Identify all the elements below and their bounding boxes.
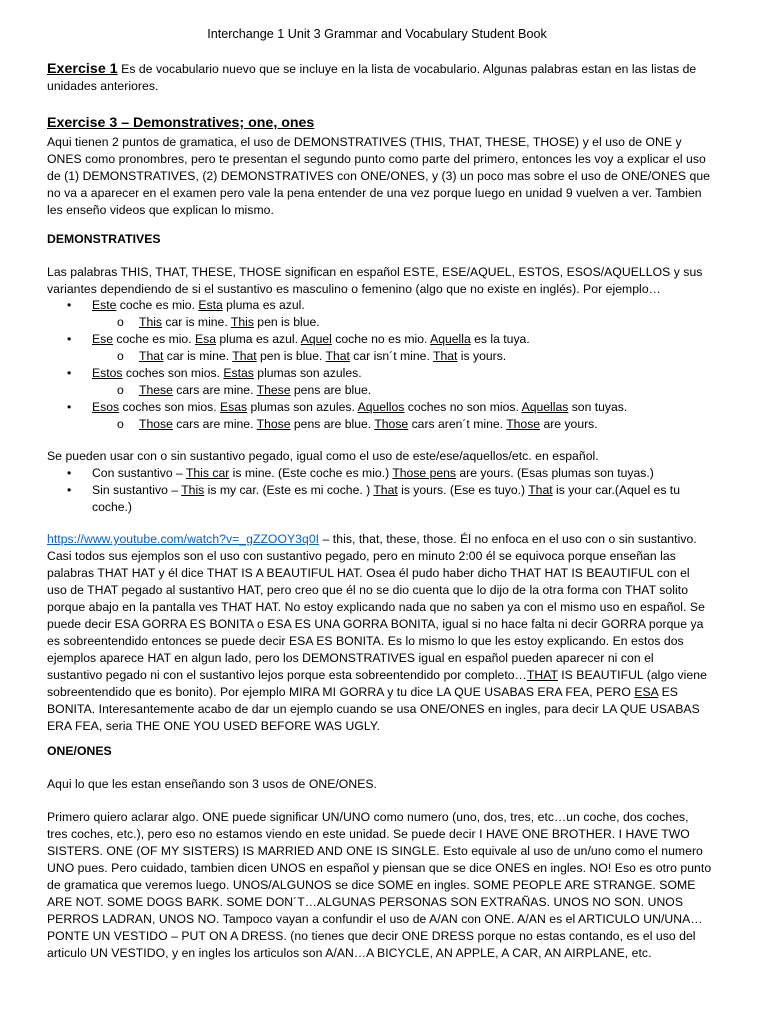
with-without-noun-paragraph: Se pueden usar con o sin sustantivo pegado, igual como el uso de este/ese/aquellos/etc. en español. — [47, 449, 599, 463]
exercise-1-text: Es de vocabulario nuevo que se incluye en la lista de vocabulario. Algunas palabras estan en las listas de unidades anteriores. — [47, 62, 697, 93]
demonstratives-paragraph: Las palabras THIS, THAT, THESE, THOSE significan en español ESTE, ESE/AQUEL, ESTOS, ESOS/AQUELLOS y sus variantes dependiendo de si el sustantivo es masculino o femenino (algo que no existe en inglés). Por ejemplo… — [47, 265, 703, 296]
example-english-that: That car is mine. That pen is blue. That car isn´t mine. That is yours. — [139, 349, 507, 363]
example-spanish-esos: Esos coches son mios. Esas plumas son azules. Aquellos coches no son mios. Aquellas son tuyas. — [92, 400, 628, 414]
exercise-1-title: Exercise 1 — [47, 61, 118, 77]
video-paragraph: https://www.youtube.com/watch?v=_gZZOOY3q0I – this, that, these, those. Él no enfoca en el uso con o sin sustantivo. Casi todos sus ejemplos son el uso con sustantivo pegado, pero en minuto 2:00 él se equivoca porque enseñan las palabras THAT HAT y él dice THAT IS A BEAUTIFUL HAT. Osea él pudo haber dicho THAT HAT IS BEAUTIFUL con el uso de THAT pegado al sustantivo HAT, pero creo que él no se dio cuenta que lo dijo de la otra forma con THAT solito porque abajo en la pantalla ves THAT HAT. No estoy explicando nada que no saben ya con el mismo uso en español. Se puede decir ESA GORRA ES BONITA o ESA ES UNA GORRA BONITA, igual si no hace falta ni decir GORRA porque ya es sobreentendido entonces se puede decir ESA ES BONITA. Es lo mismo lo que les estoy explicando. En estos dos ejemplos aparece HAT en algun lado, pero los DEMONSTRATIVES igual en español pueden aparecer ni con el sustantivo pegado ni con el sustantivo lejos porque esta sobreentendido por completo…THAT IS BEAUTIFUL (algo viene sobreentendido que es bonito). Por ejemplo MIRA MI GORRA y tu dice LA QUE USABAS ERA FEA, PERO ESA ES BONITA. Interesantemente acabo de dar un ejemplo cuando se usa ONE/ONES en ingles, para decir LA QUE USABAS ERA FEA, seria THE ONE YOU USED BEFORE WAS UGLY. — [47, 532, 707, 733]
bullet-glyph: • — [67, 466, 72, 480]
example-without-noun: Sin sustantivo – This is my car. (Este es mi coche. ) That is yours. (Ese es tuyo.) That is your car.(Aquel es tu coche.) — [92, 483, 680, 514]
sub-bullet-glyph: o — [117, 349, 124, 363]
bullet-glyph: • — [67, 400, 72, 414]
exercise-3-title: Exercise 3 – Demonstratives; one, ones — [47, 115, 315, 131]
one-ones-intro: Aqui lo que les estan enseñando son 3 usos de ONE/ONES. — [47, 777, 377, 791]
example-spanish-estos: Estos coches son mios. Estas plumas son azules. — [92, 366, 362, 380]
bullet-glyph: • — [67, 332, 72, 346]
example-with-noun: Con sustantivo – This car is mine. (Este coche es mio.) Those pens are yours. (Esas plumas son tuyas.) — [92, 466, 654, 480]
that-underlined: THAT — [526, 668, 558, 682]
example-english-these: These cars are mine. These pens are blue. — [139, 383, 372, 397]
youtube-link[interactable]: https://www.youtube.com/watch?v=_gZZOOY3q0I — [47, 532, 320, 546]
bullet-glyph: • — [67, 298, 72, 312]
page-header: Interchange 1 Unit 3 Grammar and Vocabulary Student Book — [207, 27, 547, 41]
one-ones-heading: ONE/ONES — [47, 744, 112, 758]
exercise-1-paragraph — [47, 61, 712, 95]
example-english-this: This car is mine. This pen is blue. — [139, 315, 320, 329]
bullet-glyph: • — [67, 366, 72, 380]
esa-underlined: ESA — [634, 685, 659, 699]
example-spanish-ese: Ese coche es mio. Esa pluma es azul. Aquel coche no es mio. Aquella es la tuya. — [92, 332, 530, 346]
sub-bullet-glyph: o — [117, 383, 124, 397]
one-ones-paragraph: Primero quiero aclarar algo. ONE puede significar UN/UNO como numero (uno, dos, tres, etc…un coche, dos coches, tres coches, etc.), pero eso no estamos viendo en este unidad. Se puede decir I HAVE ONE BROTHER. I HAVE TWO SISTERS. ONE (OF MY SISTERS) IS MARRIED AND ONE IS SINGLE. Esto equivale al uso de un/uno como el numero UNO pues. Pero cuidado, tambien dicen UNOS en español y piensan que se dice ONES en ingles. NO! Eso es otro punto de gramatica que veremos luego. UNOS/ALGUNOS se dice SOME en ingles. SOME PEOPLE ARE STRANGE. SOME ARE NOT. SOME DOGS BARK. SOME DON´T…ALGUNAS PERSONAS SON EXTRAÑAS. UNOS NO SON. UNOS PERROS LADRAN, UNOS NO. Tampoco vayan a confundir el uso de A/AN con ONE. A/AN es el ARTICULO UN/UNA…PONTE UN VESTIDO – PUT ON A DRESS. (no tienes que decir ONE DRESS porque no estas contando, es el uso del articulo UN VESTIDO, y en ingles los articulos son A/AN…A BICYCLE, AN APPLE, A CAR, AN AIRPLANE, etc. — [47, 810, 712, 960]
sub-bullet-glyph: o — [117, 315, 124, 329]
sub-bullet-glyph: o — [117, 417, 124, 431]
example-english-those: Those cars are mine. Those pens are blue. Those cars aren´t mine. Those are yours. — [139, 417, 598, 431]
demonstratives-heading: DEMONSTRATIVES — [47, 232, 161, 246]
bullet-glyph: • — [67, 483, 72, 497]
exercise-3-intro: Aqui tienen 2 puntos de gramatica, el uso de DEMONSTRATIVES (THIS, THAT, THESE, THOSE) y el uso de ONE y ONES como pronombres, pero te presentan el segundo punto como parte del primero, entonces les voy a explicar el uso de (1) DEMONSTRATIVES, (2) DEMONSTRATIVES con ONE/ONES, y (3) un poco mas sobre el uso de ONE/ONES que no va a aparecer en el examen pero vale la pena entender de una vez porque luego en unidad 9 vuelven a ver. Tambien les enseño videos que explican lo mismo. — [47, 135, 710, 217]
example-spanish-este: Este coche es mio. Esta pluma es azul. — [92, 298, 305, 312]
